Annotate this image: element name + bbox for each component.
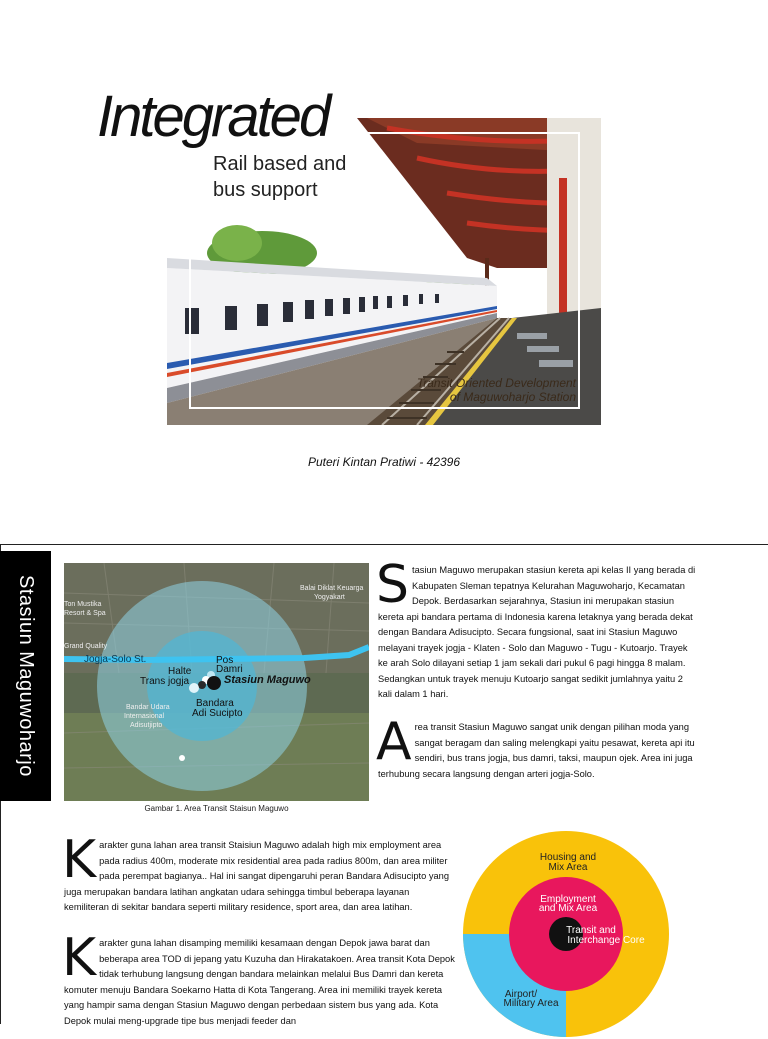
map-label-station: Stasiun Maguwo bbox=[224, 674, 311, 686]
photo-caption bbox=[400, 376, 576, 404]
map-label-damri: Damri bbox=[216, 664, 243, 675]
photo-caption-line1: Transit Oriented Development bbox=[416, 376, 576, 390]
transit-area-map bbox=[64, 563, 369, 801]
map-label-road: Jogja-Solo St. bbox=[84, 654, 147, 665]
page-divider bbox=[0, 544, 768, 545]
photo-caption-line2: of Maguwoharjo Station bbox=[449, 390, 576, 404]
ring-label-outer-1: Housing and bbox=[539, 852, 597, 863]
cover-title: Integrated bbox=[97, 84, 329, 149]
dropcap-2: A bbox=[376, 712, 412, 772]
map-label-bandara-1: Bandara bbox=[196, 698, 234, 709]
ring-label-quadrant-2: Military Area bbox=[503, 998, 559, 1009]
map-label-grand: Grand Quality bbox=[64, 643, 108, 650]
cover-subtitle-line2: bus support bbox=[213, 179, 318, 201]
ring-label-middle-2: and Mix Area bbox=[538, 903, 598, 914]
ring-label-quadrant-1: Airport/ bbox=[504, 989, 538, 1000]
land-use-diagram bbox=[461, 829, 671, 1039]
author-line: Puteri Kintan Pratiwi - 42396 bbox=[307, 455, 461, 469]
map-label-balai-1: Balai Diklat Keuarga bbox=[300, 585, 364, 592]
ring-label-outer-2: Mix Area bbox=[548, 862, 588, 873]
side-tab-title: Stasiun Maguwoharjo bbox=[15, 575, 37, 777]
map-label-trans-jogja: Trans jogja bbox=[140, 676, 190, 687]
paragraph-4 bbox=[62, 928, 456, 1029]
ring-label-core-2: Interchange Core bbox=[567, 935, 645, 946]
paragraph-2-text: rea transit Stasiun Maguwo sangat unik dengan pilihan moda yang sangat beragam dan saling melengkapi yaitu pesawat, kereta api itu sendiri, bus trans jogja, bus damri, taksi, maupun ojek. Area ini juga terhubung secara langsung dengan arteri jogja-Solo. bbox=[378, 722, 695, 779]
paragraph-2 bbox=[376, 712, 698, 782]
cover-subtitle-line1: Rail based and bbox=[213, 153, 347, 175]
map-label-bandara-2: Adi Sucipto bbox=[192, 708, 243, 719]
map-label-airport-small-1: Bandar Udara bbox=[126, 704, 170, 711]
map-label-hotel-1: Ton Mustika bbox=[64, 601, 102, 608]
paragraph-3 bbox=[62, 830, 456, 916]
dropcap-3: K bbox=[62, 830, 97, 890]
ring-label-core-1: Transit and bbox=[566, 925, 616, 936]
ring-label-middle-1: Employment bbox=[540, 894, 596, 905]
map-label-hotel-2: Resort & Spa bbox=[64, 610, 106, 617]
map-label-airport-small-3: Adisutjipto bbox=[130, 722, 163, 729]
map-label-halte: Halte bbox=[168, 666, 192, 677]
paragraph-1 bbox=[376, 555, 698, 703]
dropcap-4: K bbox=[62, 928, 97, 988]
paragraph-3-text: arakter guna lahan area transit Staisiun Maguwo adalah high mix employment area pada radius 400m, moderate mix residential area pada radius 800m, dan area militer pada perempat bagianya.. Hal ini sangat dipengaruhi peran Bandara Adisucipto yang juga merupakan bandara latihan angkatan udara sehingga timbul beberapa layanan kemiliteran di sekitar bandara seperti military residence, sport area, dan area latihan. bbox=[64, 840, 450, 912]
map-label-pos: Pos bbox=[216, 655, 234, 666]
paragraph-4-text: arakter guna lahan disamping memiliki kesamaan dengan Depok jawa barat dan beberapa area TOD di jepang yatu Kuzuha dan Hirakatakoen. Area transit Kota Depok tidak terhubung langsung dengan bandara melainkan melalui Bus Damri dan kereta komuter menuju Bandara Soekarno Hatta di Kota Tangerang. Area ini memiliki trayek kereta yang hampir sama dengan Stasiun Maguwo dengan perbedaan sistem bus yang ada. Kota Depok mulai meng-upgrade tipe bus menjadi feeder dan bbox=[64, 938, 455, 1026]
cover-subtitle bbox=[213, 151, 383, 203]
dropcap-1: S bbox=[376, 555, 410, 615]
map-label-balai-2: Yogyakart bbox=[314, 594, 345, 601]
map-label-airport-small-2: Internasional bbox=[124, 713, 165, 720]
map-caption: Gambar 1. Area Transit Staisun Maguwo bbox=[144, 804, 289, 813]
paragraph-1-text: tasiun Maguwo merupakan stasiun kereta api kelas II yang berada di Kabupaten Sleman tepatnya Kelurahan Maguwoharjo, Kecamatan Depok. Berdasarkan sejarahnya, Stasiun ini merupakan stasiun kereta api bandara pertama di Indonesia karena letaknya yang berada dekat dengan Bandara Adisucipto. Secara fungsional, saat ini Stasiun Maguwo melayani trayek jogja - Klaten - Solo dan Maguwo - Tugu - Kutoarjo. Trayek ke arah Solo dilayani setiap 1 jam sekali dari pukul 6 pagi hingga 8 malam. Sedangkan untuk trayek menuju Kutoarjo sangat sedikit jumlahnya yaitu 2 kali dalam 1 hari. bbox=[378, 565, 696, 699]
